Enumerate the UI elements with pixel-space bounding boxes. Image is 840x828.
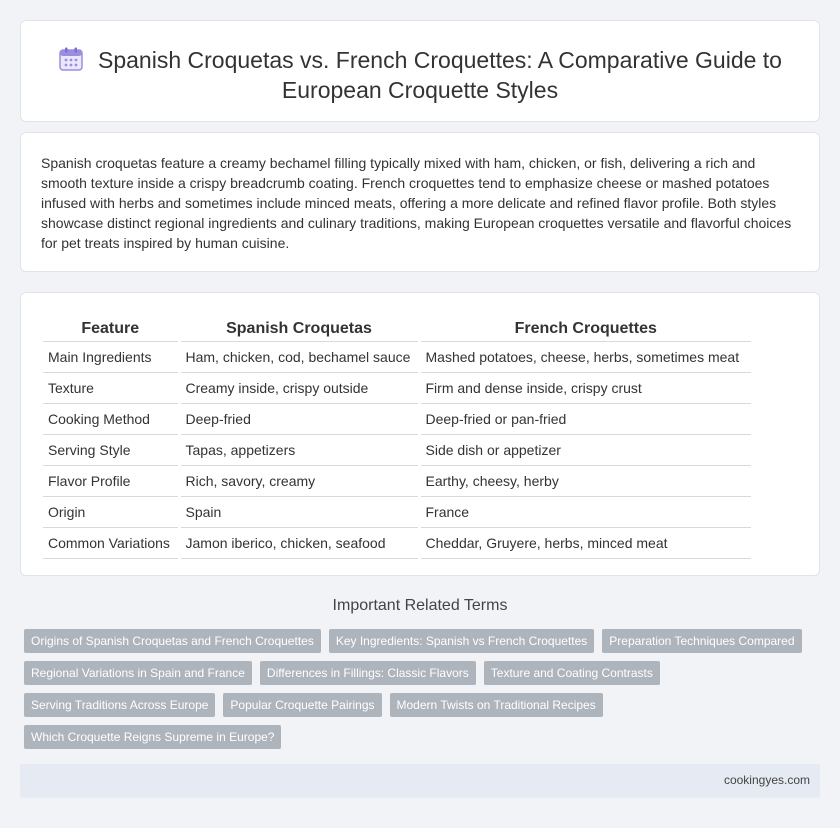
table-row xyxy=(43,372,751,403)
page-title: Spanish Croquetas vs. French Croquettes: A Comparative Guide to European Croquette Styles xyxy=(98,47,782,103)
cell-feature: Common Variations xyxy=(43,527,179,558)
table-row xyxy=(43,496,751,527)
related-term-tag[interactable]: Texture and Coating Contrasts xyxy=(484,661,660,685)
table-row xyxy=(43,527,751,558)
header-feature: Feature xyxy=(43,313,179,341)
cell-french: Earthy, cheesy, herby xyxy=(419,465,751,496)
related-term-tag[interactable]: Modern Twists on Traditional Recipes xyxy=(390,693,603,717)
tag-row xyxy=(24,661,804,685)
related-term-tag[interactable]: Popular Croquette Pairings xyxy=(223,693,381,717)
cell-french: Mashed potatoes, cheese, herbs, sometimes meat xyxy=(419,341,751,372)
intro-card xyxy=(20,132,820,272)
cell-french: Deep-fried or pan-fried xyxy=(419,403,751,434)
related-terms-tags xyxy=(24,629,804,757)
cell-french: Firm and dense inside, crispy crust xyxy=(419,372,751,403)
cell-spanish: Deep-fried xyxy=(179,403,419,434)
cell-feature: Flavor Profile xyxy=(43,465,179,496)
cell-french: Side dish or appetizer xyxy=(419,434,751,465)
cell-feature: Texture xyxy=(43,372,179,403)
footer xyxy=(20,764,820,798)
calendar-icon xyxy=(58,46,84,72)
table-row xyxy=(43,465,751,496)
related-term-tag[interactable]: Which Croquette Reigns Supreme in Europe? xyxy=(24,725,281,749)
related-term-tag[interactable]: Origins of Spanish Croquetas and French Croquettes xyxy=(24,629,321,653)
related-term-tag[interactable]: Differences in Fillings: Classic Flavors xyxy=(260,661,476,685)
cell-spanish: Tapas, appetizers xyxy=(179,434,419,465)
related-term-tag[interactable]: Regional Variations in Spain and France xyxy=(24,661,252,685)
header-spanish: Spanish Croquetas xyxy=(179,313,419,341)
cell-feature: Main Ingredients xyxy=(43,341,179,372)
table-header-row xyxy=(43,313,751,341)
comparison-table xyxy=(43,313,751,559)
cell-spanish: Rich, savory, creamy xyxy=(179,465,419,496)
related-term-tag[interactable]: Key Ingredients: Spanish vs French Croquettes xyxy=(329,629,594,653)
cell-feature: Cooking Method xyxy=(43,403,179,434)
intro-paragraph: Spanish croquetas feature a creamy bechamel filling typically mixed with ham, chicken, or fish, delivering a rich and smooth texture inside a crispy breadcrumb coating. French croquettes tend to emphasize cheese or mashed potatoes infused with herbs and sometimes include minced meats, offering a more delicate and refined flavor profile. Both styles showcase distinct regional ingredients and culinary traditions, making European croquettes versatile and flavorful choices for pet treats inspired by human cuisine. xyxy=(41,155,792,251)
cell-spanish: Ham, chicken, cod, bechamel sauce xyxy=(179,341,419,372)
tag-row xyxy=(24,725,804,749)
tag-row xyxy=(24,693,804,717)
footer-site-name: cookingyes.com xyxy=(723,773,810,787)
table-row xyxy=(43,403,751,434)
tag-row xyxy=(24,629,804,653)
related-term-tag[interactable]: Preparation Techniques Compared xyxy=(602,629,801,653)
related-term-tag[interactable]: Serving Traditions Across Europe xyxy=(24,693,215,717)
page-title-wrap xyxy=(21,45,819,105)
table-row xyxy=(43,434,751,465)
cell-feature: Serving Style xyxy=(43,434,179,465)
cell-french: Cheddar, Gruyere, herbs, minced meat xyxy=(419,527,751,558)
cell-spanish: Spain xyxy=(179,496,419,527)
table-row xyxy=(43,341,751,372)
cell-feature: Origin xyxy=(43,496,179,527)
cell-spanish: Creamy inside, crispy outside xyxy=(179,372,419,403)
header-card xyxy=(20,20,820,122)
comparison-card xyxy=(20,292,820,576)
header-french: French Croquettes xyxy=(419,313,751,341)
related-terms-heading: Important Related Terms xyxy=(332,597,508,614)
cell-french: France xyxy=(419,496,751,527)
cell-spanish: Jamon iberico, chicken, seafood xyxy=(179,527,419,558)
